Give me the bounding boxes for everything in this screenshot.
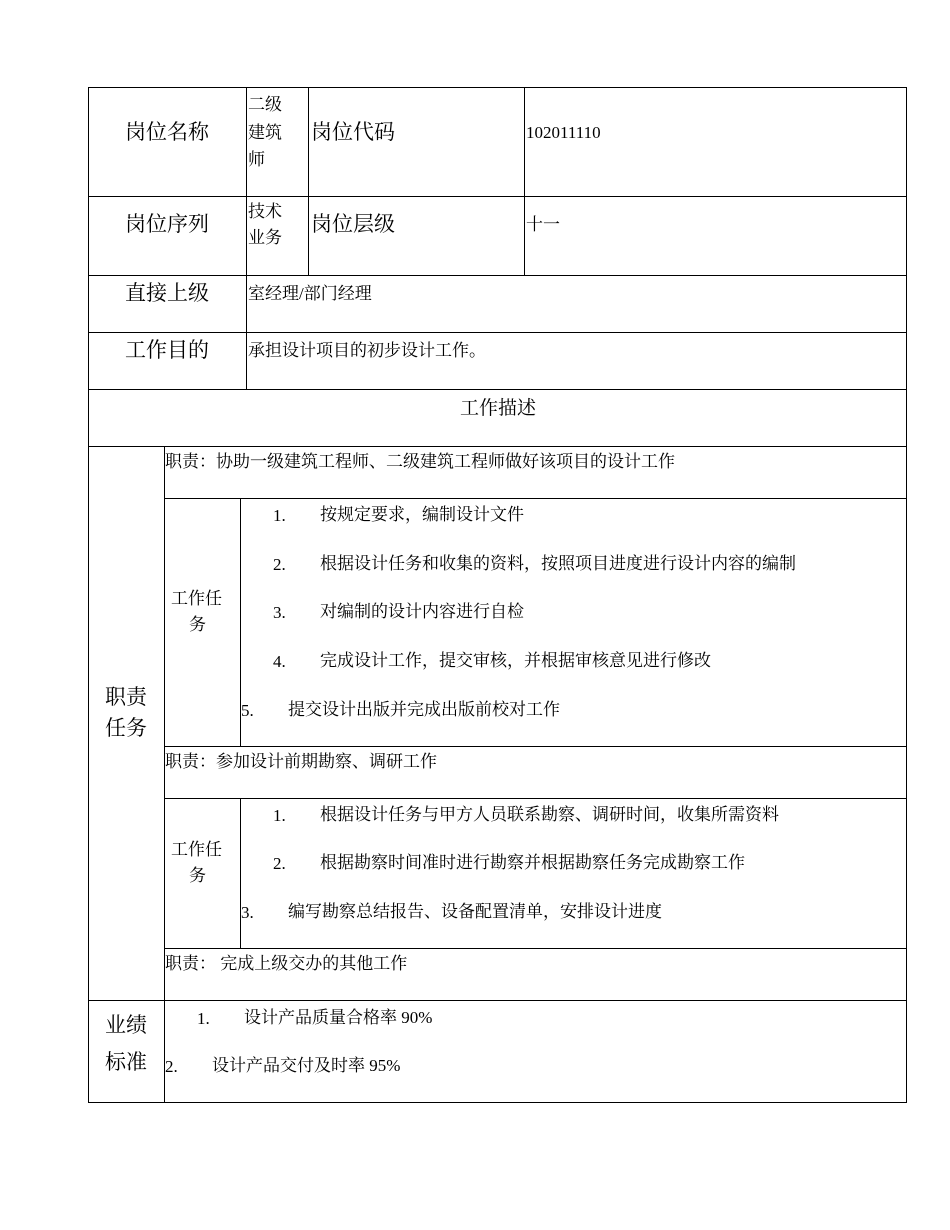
performance-item: 设计产品交付及时率 95% — [212, 1056, 401, 1075]
task-number: 2. — [273, 555, 286, 574]
performance-number: 1. — [197, 1009, 210, 1028]
row-divider — [88, 389, 907, 390]
col-divider — [240, 798, 241, 949]
performance-label-line2: 标准 — [105, 1050, 147, 1074]
performance-item: 设计产品质量合格率 90% — [244, 1008, 433, 1027]
table-border-left — [88, 87, 89, 1103]
row-divider — [164, 948, 907, 949]
task-text: 编写勘察总结报告、设备配置清单，安排设计进度 — [288, 902, 662, 921]
row-divider — [88, 446, 907, 447]
task-number: 4. — [273, 652, 286, 671]
col-divider — [164, 446, 165, 1103]
task-label-line1: 工作任 — [171, 589, 222, 608]
name-value-line3: 师 — [248, 150, 265, 169]
name-label: 岗位名称 — [125, 120, 209, 144]
performance-number: 2. — [165, 1057, 178, 1076]
col-divider — [524, 87, 525, 276]
task-text: 根据勘察时间准时进行勘察并根据勘察任务完成勘察工作 — [320, 853, 745, 872]
task-text: 根据设计任务与甲方人员联系勘察、调研时间，收集所需资料 — [320, 805, 779, 824]
purpose-label: 工作目的 — [125, 338, 209, 362]
purpose-value: 承担设计项目的初步设计工作。 — [248, 341, 486, 360]
series-label: 岗位序列 — [125, 212, 209, 236]
duty-title: 职责：协助一级建筑工程师、二级建筑工程师做好该项目的设计工作 — [165, 452, 675, 471]
code-label: 岗位代码 — [311, 120, 395, 144]
name-value-line2: 建筑 — [248, 123, 282, 142]
row-divider — [88, 332, 907, 333]
superior-label: 直接上级 — [125, 281, 209, 305]
level-value: 十一 — [526, 215, 560, 234]
row-divider — [164, 798, 907, 799]
duty-title: 职责： 完成上级交办的其他工作 — [165, 954, 408, 973]
task-label-line1: 工作任 — [171, 840, 222, 859]
task-number: 3. — [273, 603, 286, 622]
task-text: 根据设计任务和收集的资料，按照项目进度进行设计内容的编制 — [320, 554, 796, 573]
duties-label-line2: 任务 — [105, 716, 147, 740]
task-label-line2: 务 — [189, 866, 206, 885]
row-divider — [164, 746, 907, 747]
table-border-top — [88, 87, 907, 88]
series-value-line2: 业务 — [248, 228, 282, 247]
table-border-right — [906, 87, 907, 1103]
code-value: 102011110 — [526, 123, 601, 142]
duties-label-line1: 职责 — [105, 685, 147, 709]
task-number: 3. — [241, 903, 254, 922]
row-divider — [164, 498, 907, 499]
task-text: 对编制的设计内容进行自检 — [320, 602, 524, 621]
table-border-bottom — [88, 1102, 907, 1103]
duty-title: 职责：参加设计前期勘察、调研工作 — [165, 752, 437, 771]
task-number: 5. — [241, 701, 254, 720]
task-number: 2. — [273, 854, 286, 873]
row-divider — [88, 275, 907, 276]
task-text: 按规定要求，编制设计文件 — [320, 505, 524, 524]
task-text: 提交设计出版并完成出版前校对工作 — [288, 700, 560, 719]
col-divider — [246, 87, 247, 390]
task-number: 1. — [273, 806, 286, 825]
task-number: 1. — [273, 506, 286, 525]
series-value-line1: 技术 — [248, 202, 282, 221]
task-label-line2: 务 — [189, 615, 206, 634]
task-text: 完成设计工作，提交审核，并根据审核意见进行修改 — [320, 651, 711, 670]
col-divider — [308, 87, 309, 276]
section-title: 工作描述 — [459, 398, 536, 419]
row-divider — [88, 1000, 907, 1001]
name-value-line1: 二级 — [248, 95, 282, 114]
row-divider — [88, 196, 907, 197]
performance-label-line1: 业绩 — [105, 1013, 147, 1037]
superior-value: 室经理/部门经理 — [248, 284, 372, 303]
level-label: 岗位层级 — [311, 212, 395, 236]
